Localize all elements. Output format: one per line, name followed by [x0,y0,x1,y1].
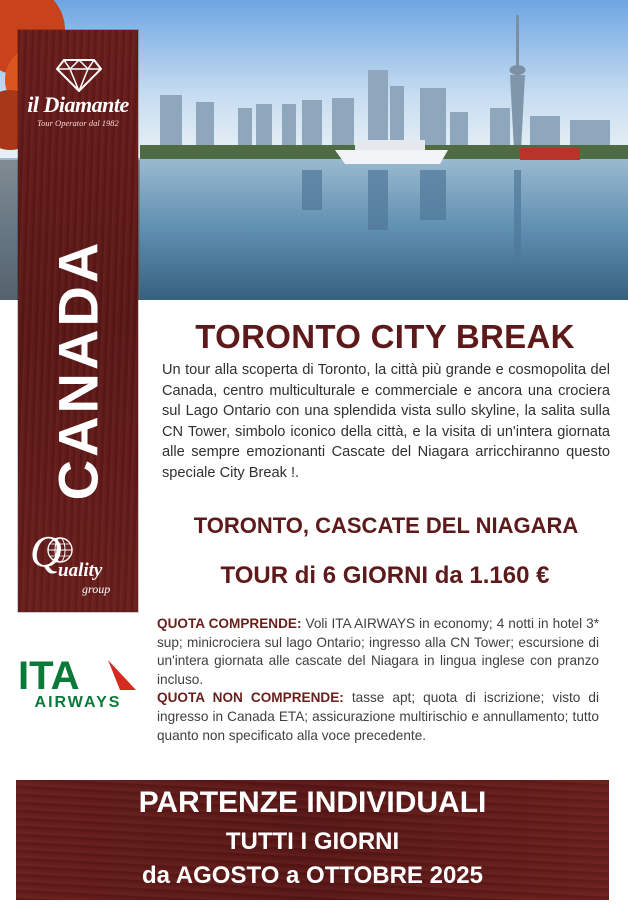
tour-title: TORONTO CITY BREAK [195,318,575,355]
brand-tagline: Tour Operator dal 1982 [37,118,119,128]
diamond-icon [56,58,102,92]
ita-logo-mark [16,656,140,692]
tour-destinations: TORONTO, CASCATE DEL NIAGARA [193,513,579,538]
airways-text: AIRWAYS [34,694,122,711]
quality-group-logo [30,527,130,602]
brand-logo-name: il Diamante [27,92,129,117]
quota-details [157,615,599,745]
quota-excludes-text: tasse apt; quota di iscrizione; visto di ingresso in Canada ETA; assicurazione multirischio e annullamento; tutto quanto non specificato alla voce precedente. [157,690,599,743]
quota-includes-text: Voli ITA AIRWAYS in economy; 4 notti in hotel 3* sup; minicrociera sul lago Ontario; ingresso alla CN Tower; escursione di un'intera giornata alle cascate del Niagara in lingua inglese con pranzo incluso. [157,616,599,687]
ita-airways-logo [16,656,140,716]
quality-logo-word: uality [58,560,103,581]
country-label [20,230,136,510]
tour-description: Un tour alla scoperta di Toronto, la città più grande e cosmopolita del Canada, centro multiculturale e commerciale e ancora una crociera sul Lago Ontario con una splendida vista sullo skyline, la salita sulla CN Tower, simbolo iconico della città, e la visita di un'intera giornata alle sempre emozionanti Cascate del Niagara arricchiranno questo speciale City Break !. [162,362,610,481]
quality-logo-group: group [82,582,111,596]
departures-title: PARTENZE INDIVIDUALI [138,786,487,819]
ita-logo-text: ITA [18,656,80,692]
departures-banner [16,780,609,900]
departures-frequency: TUTTI I GIORNI [225,828,400,855]
country-banner [18,30,138,612]
quota-excludes-label: QUOTA NON COMPRENDE: [157,690,344,706]
departures-period: da AGOSTO a OTTOBRE 2025 [142,862,483,889]
country-text: CANADA [46,239,110,501]
quality-logo-letter: Q [30,527,62,576]
quota-includes-label: QUOTA COMPRENDE: [157,616,302,631]
tour-price: TOUR di 6 GIORNI da 1.160 € [220,562,550,589]
